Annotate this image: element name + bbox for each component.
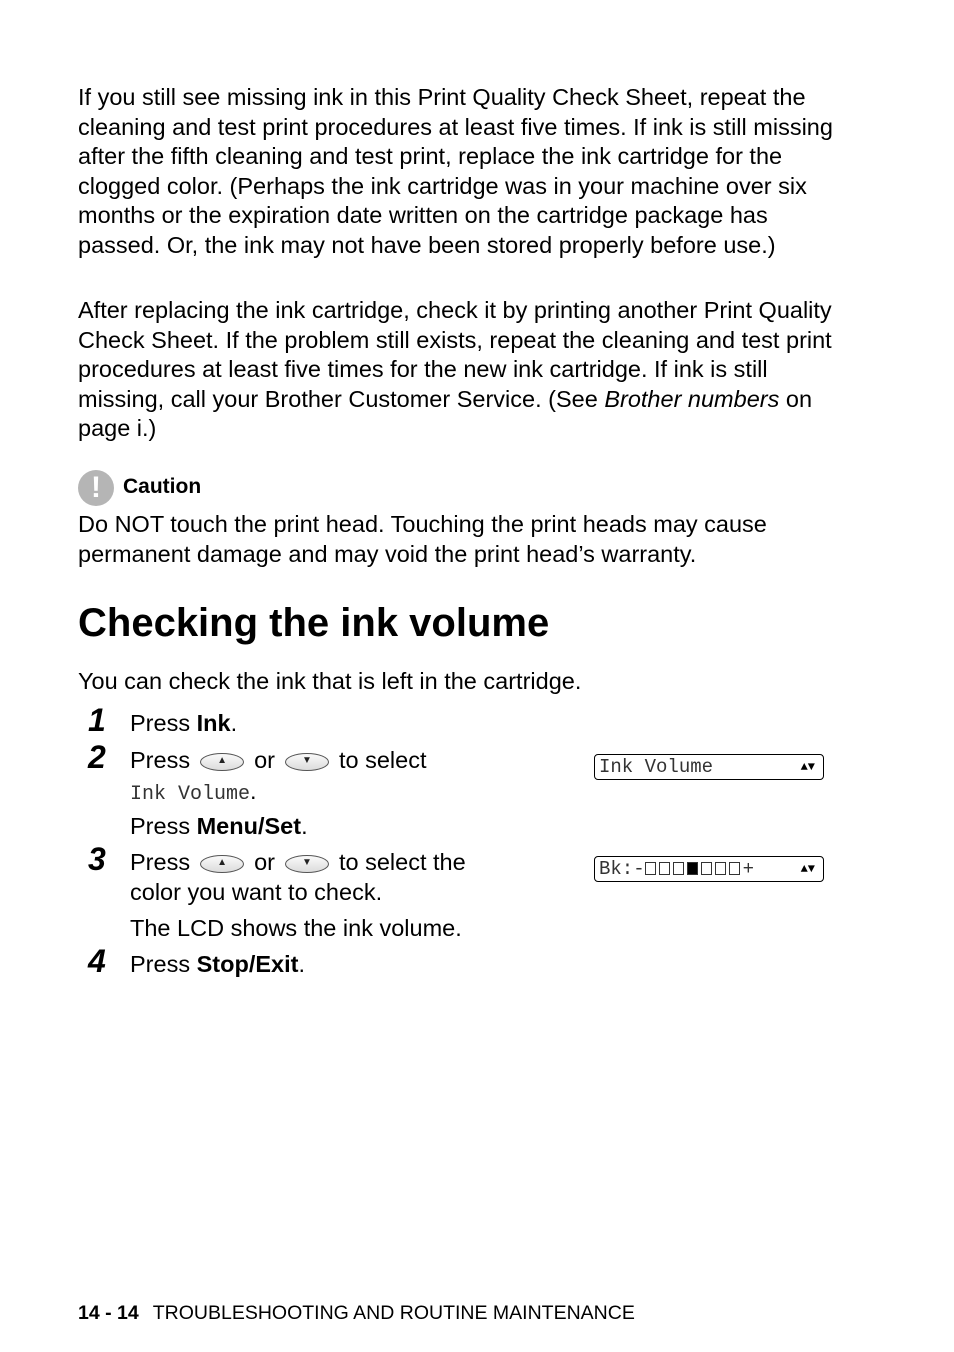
page-number: 14 - 14: [78, 1302, 139, 1324]
step-2-menu-name-end: .: [250, 778, 257, 804]
section-intro: You can check the ink that is left in the cartridge.: [78, 668, 582, 694]
lcd-bk-prefix: Bk:-: [599, 858, 645, 881]
step-2-text: [130, 746, 427, 776]
ink-volume-menu-name: Ink Volume: [130, 783, 251, 806]
step-2-press2: Press: [130, 813, 197, 839]
step-1-press: Press: [130, 710, 197, 736]
down-arrow-icon: ▼: [302, 754, 312, 766]
caution-text: Do NOT touch the print head. Touching the print heads may cause permanent damage and may void the print head’s warranty.: [78, 511, 767, 567]
ink-level-block: [673, 862, 684, 875]
paragraph-after-replacing-main: After replacing the ink cartridge, check it by printing another Print Quality Check Sheet. If the problem still exists, repeat the cleaning and test print procedures at least five times for the new ink cartridge. If ink is still missing, call your Brother Customer Service. (See: [78, 297, 832, 412]
caution-title: Caution: [123, 475, 202, 498]
step-1-text: [130, 709, 237, 739]
step-1-number: 1: [88, 702, 106, 738]
lcd-ink-volume-screen: [594, 754, 824, 780]
step-3-number: 3: [88, 841, 106, 877]
stop-exit-key-label: Stop/Exit: [196, 951, 299, 977]
step-2-press-menu-set: [130, 812, 308, 842]
step-2-to-select: to select: [338, 747, 427, 773]
step-4-text: [130, 950, 305, 980]
step-1-end: .: [230, 710, 238, 736]
step-3-to-select: to select the: [338, 849, 466, 875]
down-button-icon: [285, 855, 329, 873]
step-4-end: .: [298, 951, 305, 977]
up-button-icon: [200, 855, 244, 873]
up-arrow-icon: ▲: [217, 754, 228, 766]
step-4-number: 4: [88, 943, 106, 979]
ink-level-block: [659, 862, 670, 875]
step-3-or: or: [254, 849, 275, 875]
down-arrow-icon: ▼: [302, 856, 312, 868]
menu-set-key-label: Menu/Set: [196, 813, 302, 839]
caution-icon: !: [78, 470, 114, 506]
section-heading: Checking the ink volume: [78, 601, 550, 645]
lcd-plus-suffix: +: [742, 858, 755, 881]
ink-level-block: [715, 862, 726, 875]
ink-key-label: Ink: [196, 710, 231, 736]
chapter-title: TROUBLESHOOTING AND ROUTINE MAINTENANCE: [152, 1302, 635, 1324]
lcd-ink-level-screen: [594, 856, 824, 882]
ink-level-block: [701, 862, 712, 875]
ink-level-bar: [645, 857, 743, 881]
step-2-end2: .: [301, 813, 308, 839]
step-2-press: Press: [130, 747, 191, 773]
lcd-ink-volume-text: Ink Volume: [599, 756, 714, 778]
step-2-number: 2: [88, 739, 106, 775]
paragraph-after-replacing: [78, 296, 838, 444]
step-4-press: Press: [130, 951, 197, 977]
brother-numbers-reference: Brother numbers: [604, 385, 780, 412]
step-3-press: Press: [130, 849, 191, 875]
up-button-icon: [200, 753, 244, 771]
step-2-or: or: [254, 747, 275, 773]
step-3-line3: The LCD shows the ink volume.: [130, 915, 462, 941]
step-2-menu-name: [130, 777, 257, 810]
up-arrow-icon: ▲: [217, 856, 228, 868]
step-3-line2: color you want to check.: [130, 879, 383, 905]
down-button-icon: [285, 753, 329, 771]
ink-level-block: [645, 862, 656, 875]
lcd-ink-level-row: [599, 857, 754, 881]
ink-level-block: [687, 862, 698, 875]
paragraph-after-replacing-end: on page i.): [78, 385, 813, 442]
ink-level-block: [729, 862, 740, 875]
step-3-text: [130, 848, 466, 878]
scroll-arrows-icon: ▲▼: [800, 862, 815, 876]
paragraph-missing-ink: If you still see missing ink in this Print Quality Check Sheet, repeat the cleaning and test print procedures at least five times. If ink is still missing after the fifth cleaning and test print, replace the ink cartridge for the clogged color. (Perhaps the ink cartridge was in your machine over six months or the expiration date written on the cartridge package has passed. Or, the ink may not have been stored properly before use.): [78, 84, 833, 258]
scroll-arrows-icon: ▲▼: [800, 760, 815, 774]
page-footer: [78, 1301, 635, 1325]
